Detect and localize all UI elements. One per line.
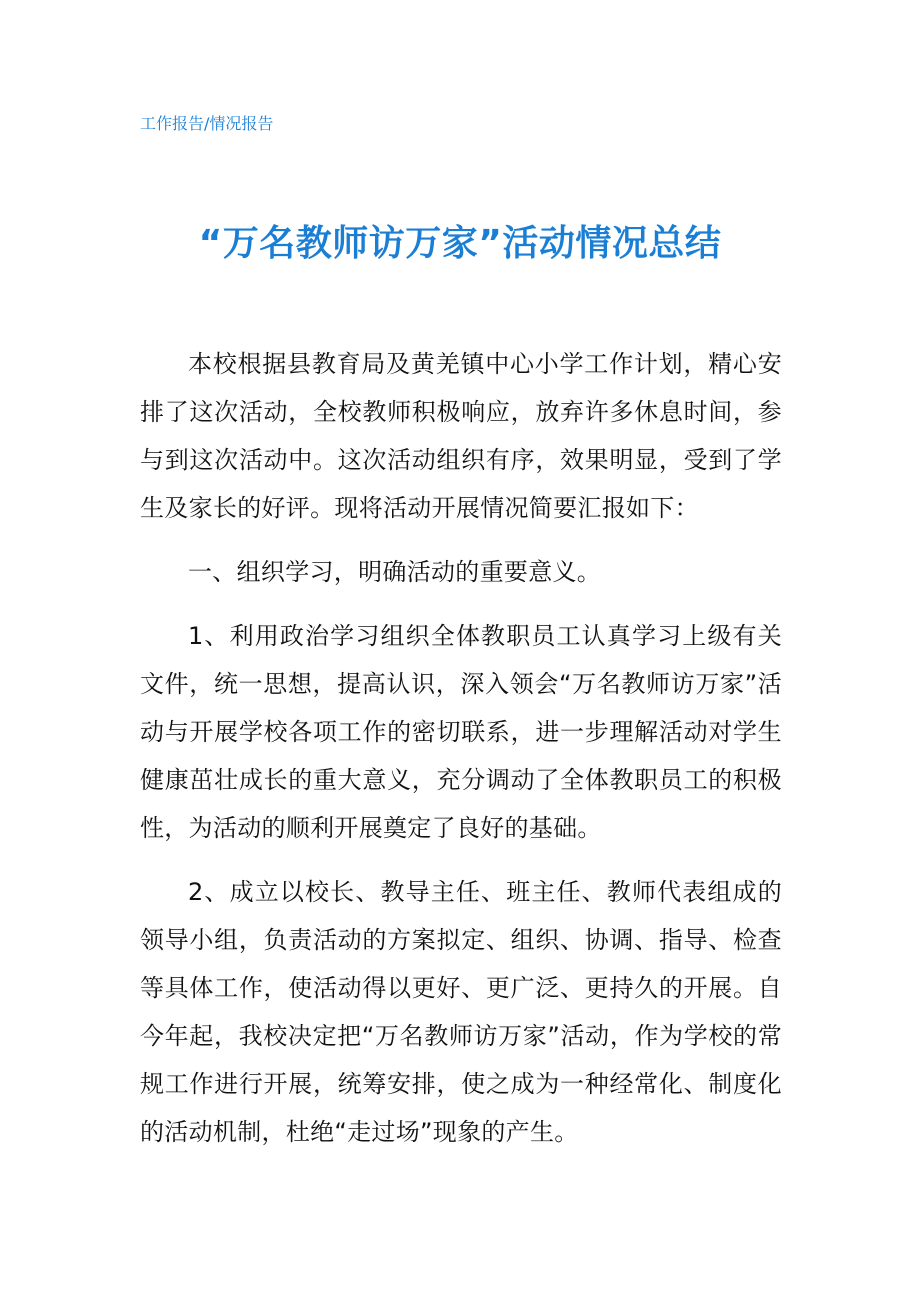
item-paragraph-1: 1、利用政治学习组织全体教职员工认真学习上级有关文件，统一思想，提高认识，深入领会“万名教师访万家”活动与开展学校各项工作的密切联系，进一步理解活动对学生健康茁壮成长的重大意义，充分调动了全体教职员工的积极性，为活动的顺利开展奠定了良好的基础。 [140, 622, 782, 842]
section-heading: 一、组织学习，明确活动的重要意义。 [188, 558, 602, 586]
document-body [140, 340, 782, 1156]
document-title: “万名教师访万家”活动情况总结 [198, 223, 722, 264]
item-paragraph-2: 2、成立以校长、教导主任、班主任、教师代表组成的领导小组，负责活动的方案拟定、组织、协调、指导、检查等具体工作，使活动得以更好、更广泛、更持久的开展。自今年起，我校决定把“万名教师访万家”活动，作为学校的常规工作进行开展，统筹安排，使之成为一种经常化、制度化的活动机制，杜绝“走过场”现象的产生。 [140, 878, 782, 1146]
intro-paragraph: 本校根据县教育局及黄羌镇中心小学工作计划，精心安排了这次活动，全校教师积极响应，放弃许多休息时间，参与到这次活动中。这次活动组织有序，效果明显，受到了学生及家长的好评。现将活动开展情况简要汇报如下： [140, 350, 782, 522]
document-category: 工作报告/情况报告 [140, 114, 274, 133]
